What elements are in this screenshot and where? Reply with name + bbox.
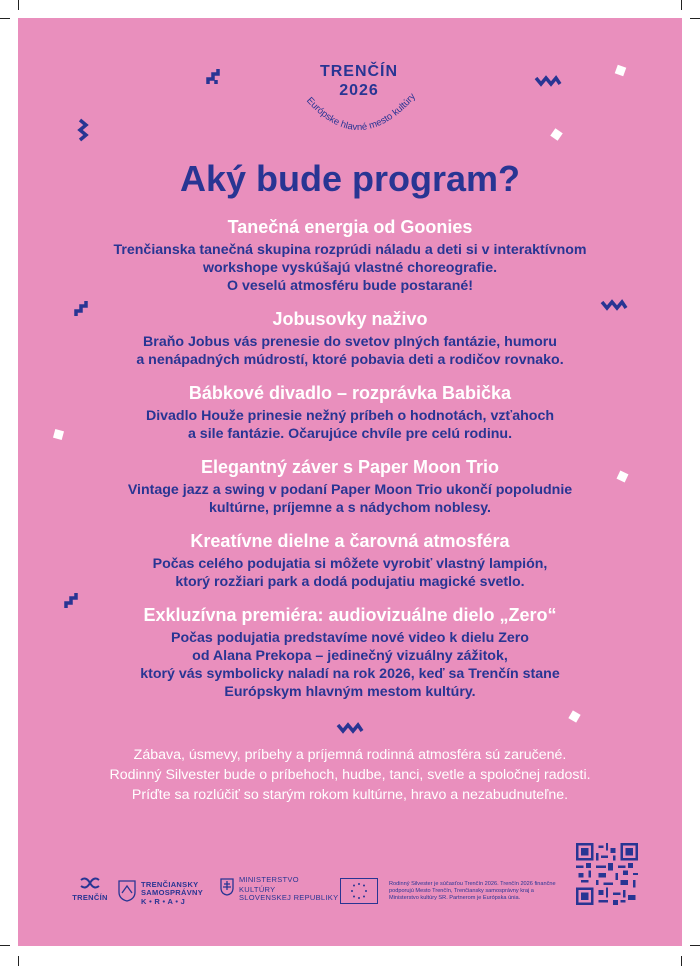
ministry-line: KULTÚRY (239, 885, 276, 894)
program-text: a sile fantázie. Očarujúce chvíle pre celú rodinu. (187, 426, 513, 442)
program-text: Vintage jazz a swing v podaní Paper Moon Trio ukončí popoludnie (127, 482, 573, 498)
program-heading: Tanečná energia od Goonies (227, 217, 473, 237)
tsk-logo (118, 880, 218, 908)
program-item (18, 530, 682, 591)
program-text: Trenčianska tanečná skupina rozprúdi náladu a deti si v interaktívnom (113, 242, 587, 258)
slovak-coat-of-arms-icon (220, 878, 234, 896)
tsk-line: K • R • A • J (141, 897, 186, 906)
partners-footer (18, 838, 682, 918)
program-item (18, 382, 682, 443)
closing-line: Rodinný Silvester bude o príbehoch, hudbe, tanci, svetle a spoločnej radosti. (109, 767, 591, 783)
program-item (18, 456, 682, 517)
program-item (18, 308, 682, 369)
poster (18, 18, 682, 946)
program-text: workshope vyskúšajú vlastné choreografie. (202, 260, 498, 276)
svg-text:TRENČÍN: TRENČÍN (319, 63, 399, 80)
eu-flag-icon (340, 878, 378, 904)
tsk-line: SAMOSPRÁVNY (141, 888, 204, 897)
ministry-logo (220, 876, 340, 906)
trencin-logo (70, 876, 110, 902)
trencin-mark-icon (79, 877, 101, 889)
funding-note: Rodinný Silvester je súčasťou Trenčín 2026. Trenčín 2026 finančne podporujú Mesto Trenčín, Trenčiansky samosprávny kraj a Ministerstvo kultúry SR. Partnerom je Európska únia. (389, 881, 556, 901)
closing-text (18, 745, 682, 805)
zigzag-icon (336, 721, 364, 735)
program-text: a nenápadných múdrostí, ktoré pobavia deti a rodičov rovnako. (136, 352, 564, 368)
qr-code[interactable] (576, 843, 638, 905)
program-item (18, 604, 682, 701)
closing-line: Zábava, úsmevy, príbehy a príjemná rodinná atmosféra sú zaručené. (133, 747, 567, 763)
closing-line: Príďte sa rozlúčiť so starým rokom kultúrne, hravo a nezabudnuteľne. (131, 787, 569, 803)
program-text: ktorý vás symbolicky naladí na rok 2026, keď sa Trenčín stane (140, 666, 560, 682)
program-text: Počas celého podujatia si môžete vyrobiť vlastný lampión, (152, 556, 548, 572)
page-title: Aký bude program? (179, 158, 521, 199)
program-heading: Kreatívne dielne a čarovná atmosféra (190, 531, 510, 551)
ministry-line: MINISTERSTVO (239, 875, 299, 884)
tsk-line: TRENČIANSKY (141, 880, 199, 889)
program-text: Braňo Jobus vás prenesie do svetov plných fantázie, humoru (143, 334, 557, 350)
program-heading: Jobusovky naživo (272, 309, 428, 329)
trencin-2026-logo (274, 52, 444, 152)
program-item (18, 216, 682, 295)
zigzag-icon (206, 68, 228, 86)
program-text: Divadlo Houže prinesie nežný príbeh o hodnotách, vzťahoch (145, 408, 555, 424)
program-text: ktorý rozžiari park a dodá podujatiu magické svetlo. (175, 574, 525, 590)
program-heading: Exkluzívna premiéra: audiovizuálne dielo „Zero“ (143, 605, 557, 625)
zigzag-icon (534, 74, 562, 88)
program-text: Počas podujatia predstavíme nové video k dielu Zero (171, 630, 529, 646)
program-text: od Alana Prekopa – jedinečný vizuálny zážitok, (192, 648, 508, 664)
confetti-square (615, 65, 627, 77)
svg-text:Európske hlavné mesto kultúry: Európske hlavné mesto kultúry (304, 91, 418, 134)
zigzag-icon (76, 118, 90, 142)
confetti-square (568, 710, 580, 722)
program-text: Európskym hlavným mestom kultúry. (224, 684, 476, 700)
confetti-square (550, 128, 563, 141)
program-heading: Elegantný záver s Paper Moon Trio (200, 457, 500, 477)
svg-text:2026: 2026 (339, 82, 379, 99)
program-heading: Bábkové divadlo – rozprávka Babička (188, 383, 512, 403)
trencin-logo-text: TRENČÍN (72, 893, 108, 902)
program-text: kultúrne, príjemne a s nádychom noblesy. (209, 500, 491, 516)
program-text: O veselú atmosféru bude postarané! (227, 278, 473, 294)
coat-of-arms-icon (118, 880, 136, 902)
ministry-line: SLOVENSKEJ REPUBLIKY (239, 893, 339, 902)
